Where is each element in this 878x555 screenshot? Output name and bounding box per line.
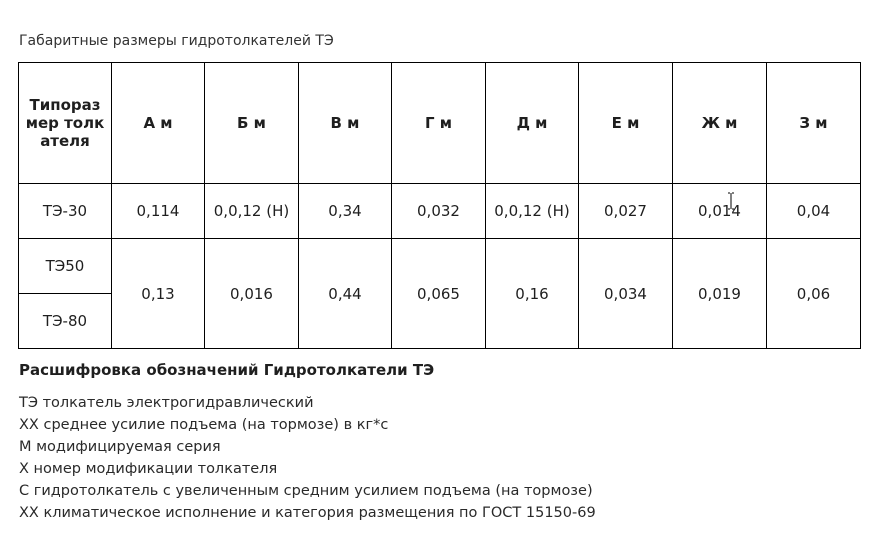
header-zh: Ж м (673, 63, 767, 184)
cell-zh: 0,019 (673, 239, 767, 349)
header-v: В м (299, 63, 392, 184)
cell-e: 0,027 (579, 184, 673, 239)
cell-v: 0,34 (299, 184, 392, 239)
text-cursor-icon (727, 192, 735, 210)
row-name: ТЭ-30 (19, 184, 112, 239)
cell-a: 0,13 (112, 239, 205, 349)
row-name: ТЭ50 (19, 239, 112, 294)
list-item: ХХ среднее усилие подъема (на тормозе) в кг*с (19, 417, 389, 433)
table-caption: Габаритные размеры гидротолкателей ТЭ (19, 33, 334, 49)
cell-a: 0,114 (112, 184, 205, 239)
header-a: А м (112, 63, 205, 184)
cell-b: 0,0,12 (Н) (205, 184, 299, 239)
cell-b: 0,016 (205, 239, 299, 349)
header-b: Б м (205, 63, 299, 184)
list-item: М модифицируемая серия (19, 439, 221, 455)
cell-g: 0,032 (392, 184, 486, 239)
table-header-row (19, 63, 861, 184)
list-item: С гидротолкатель с увеличенным средним усилием подъема (на тормозе) (19, 483, 593, 499)
header-g: Г м (392, 63, 486, 184)
cell-e: 0,034 (579, 239, 673, 349)
legend-title: Расшифровка обозначений Гидротолкатели ТЭ (19, 361, 435, 379)
list-item: Х номер модификации толкателя (19, 461, 278, 477)
cell-d: 0,16 (486, 239, 579, 349)
header-z: З м (767, 63, 861, 184)
header-size-type: Типоразмер толкателя (19, 63, 112, 184)
cell-zh: 0,014 (673, 184, 767, 239)
cell-v: 0,44 (299, 239, 392, 349)
legend-list (19, 392, 596, 524)
list-item: ХХ климатическое исполнение и категория размещения по ГОСТ 15150-69 (19, 505, 596, 521)
cell-z: 0,06 (767, 239, 861, 349)
list-item: ТЭ толкатель электрогидравлический (19, 395, 314, 411)
cell-z: 0,04 (767, 184, 861, 239)
row-name: ТЭ-80 (19, 294, 112, 349)
cell-d: 0,0,12 (Н) (486, 184, 579, 239)
cell-g: 0,065 (392, 239, 486, 349)
table-row (19, 239, 861, 294)
header-d: Д м (486, 63, 579, 184)
header-e: Е м (579, 63, 673, 184)
